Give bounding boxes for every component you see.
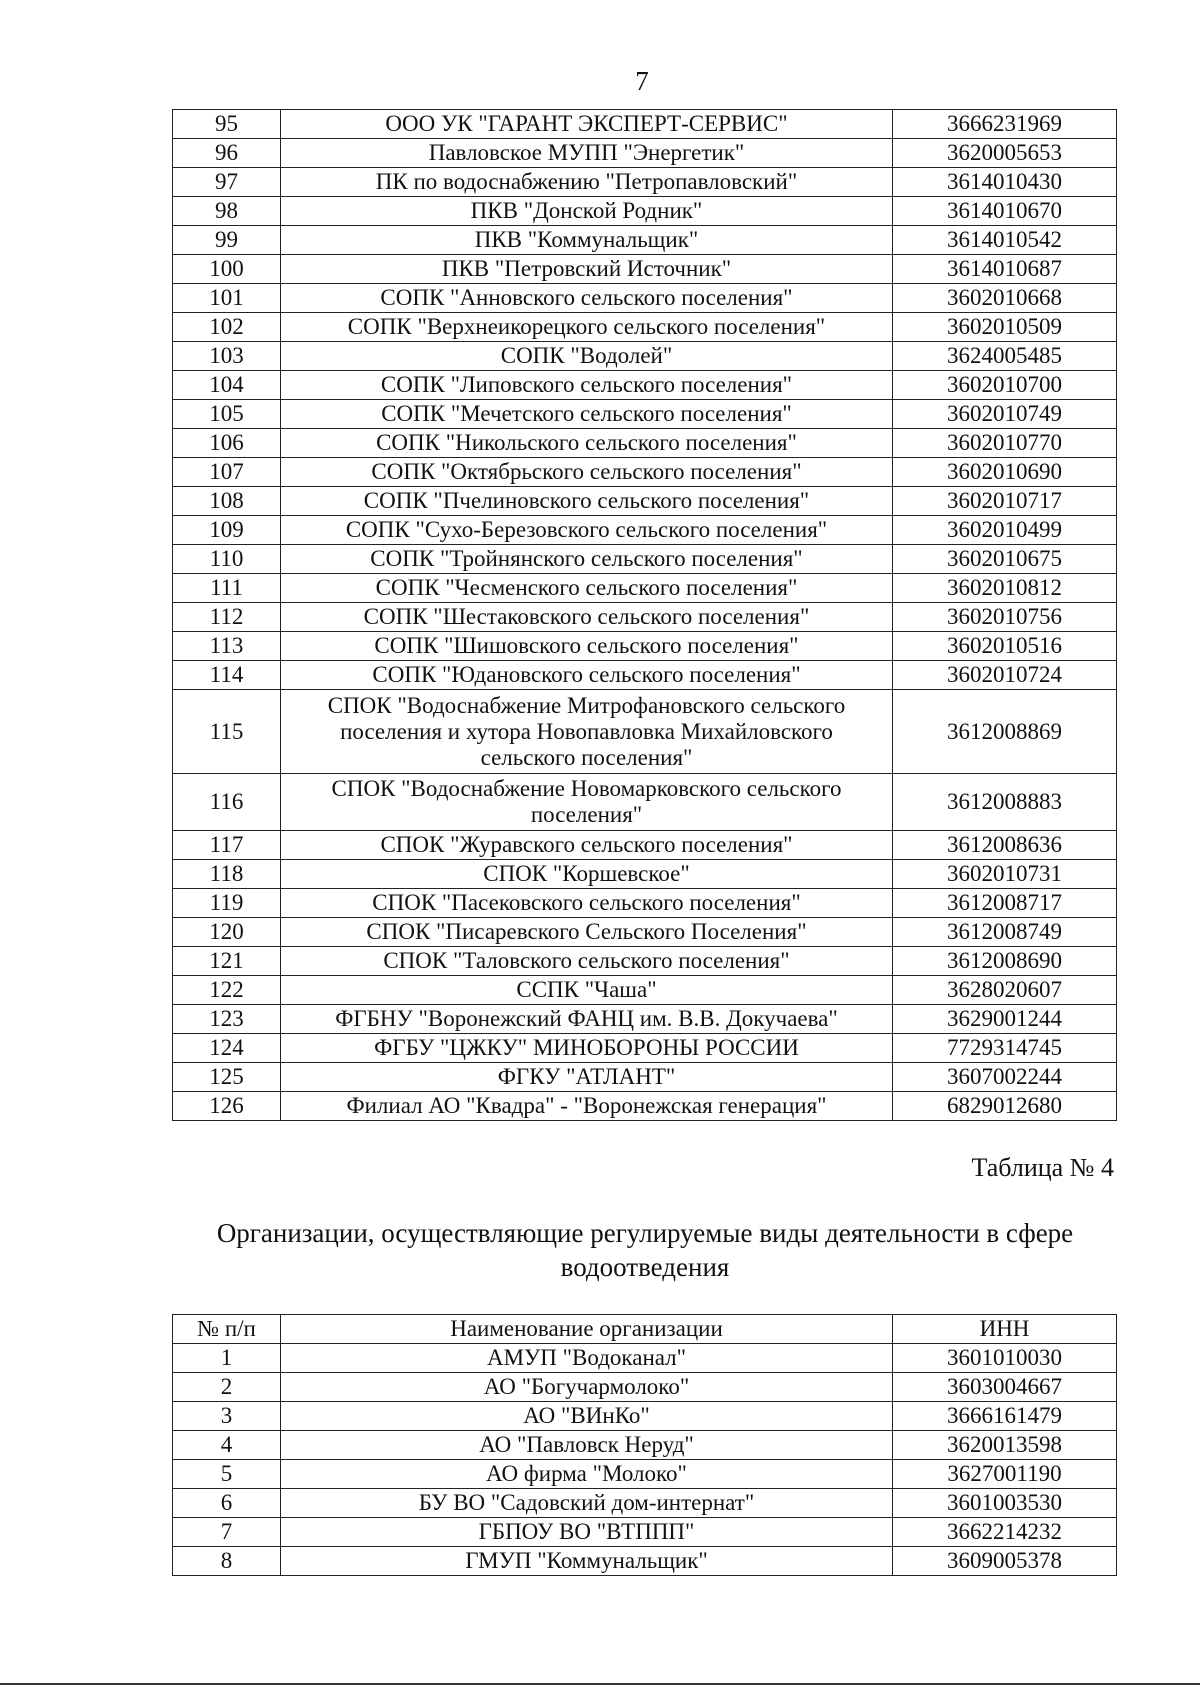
organization-name: СОПК "Юдановского сельского поселения" xyxy=(281,661,893,690)
row-number: 108 xyxy=(173,487,281,516)
header-number: № п/п xyxy=(173,1315,281,1344)
organization-name: ПКВ "Петровский Источник" xyxy=(281,255,893,284)
table-row xyxy=(173,690,1117,774)
row-number: 6 xyxy=(173,1489,281,1518)
organization-inn: 3602010731 xyxy=(893,860,1117,889)
organization-inn: 3612008717 xyxy=(893,889,1117,918)
organization-name: ООО УК "ГАРАНТ ЭКСПЕРТ-СЕРВИС" xyxy=(281,110,893,139)
table-row xyxy=(173,918,1117,947)
page-number: 7 xyxy=(635,66,649,96)
organization-inn: 3602010509 xyxy=(893,313,1117,342)
organization-inn: 6829012680 xyxy=(893,1092,1117,1121)
organization-name: АО "ВИнКо" xyxy=(281,1402,893,1431)
row-number: 109 xyxy=(173,516,281,545)
organization-inn: 3614010670 xyxy=(893,197,1117,226)
row-number: 114 xyxy=(173,661,281,690)
row-number: 98 xyxy=(173,197,281,226)
table-row xyxy=(173,1005,1117,1034)
table-row xyxy=(173,661,1117,690)
organization-name: Филиал АО "Квадра" - "Воронежская генерация" xyxy=(281,1092,893,1121)
organization-inn: 3620013598 xyxy=(893,1431,1117,1460)
row-number: 121 xyxy=(173,947,281,976)
organization-name: СОПК "Верхнеикорецкого сельского поселения" xyxy=(281,313,893,342)
organization-inn: 3666231969 xyxy=(893,110,1117,139)
row-number: 7 xyxy=(173,1518,281,1547)
organization-inn: 3614010687 xyxy=(893,255,1117,284)
organization-inn: 3602010675 xyxy=(893,545,1117,574)
organization-name: СОПК "Пчелиновского сельского поселения" xyxy=(281,487,893,516)
row-number: 96 xyxy=(173,139,281,168)
organization-name: СОПК "Липовского сельского поселения" xyxy=(281,371,893,400)
row-number: 1 xyxy=(173,1344,281,1373)
table-row xyxy=(173,889,1117,918)
header-inn: ИНН xyxy=(893,1315,1117,1344)
organizations-table-body xyxy=(173,110,1117,1121)
organization-inn: 3601003530 xyxy=(893,1489,1117,1518)
table-row xyxy=(173,831,1117,860)
organization-name: СОПК "Октябрьского сельского поселения" xyxy=(281,458,893,487)
row-number: 95 xyxy=(173,110,281,139)
table-row xyxy=(173,976,1117,1005)
table-row xyxy=(173,255,1117,284)
organization-name-line: СПОК "Водоснабжение Новомарковского сельского xyxy=(331,776,842,801)
organization-inn: 3624005485 xyxy=(893,342,1117,371)
table-row xyxy=(173,774,1117,831)
table-4-heading-line-2: водоотведения xyxy=(560,1252,730,1282)
table-row xyxy=(173,139,1117,168)
table-row xyxy=(173,1063,1117,1092)
organization-inn: 3612008883 xyxy=(893,774,1117,831)
organization-inn: 3602010668 xyxy=(893,284,1117,313)
organization-name-line: СПОК "Водоснабжение Митрофановского сельского xyxy=(327,692,846,718)
organization-name: ПК по водоснабжению "Петропавловский" xyxy=(281,168,893,197)
organization-name: СПОК "Коршевское" xyxy=(281,860,893,889)
organization-inn: 3609005378 xyxy=(893,1547,1117,1576)
organization-name: АО фирма "Молоко" xyxy=(281,1460,893,1489)
organization-inn: 3628020607 xyxy=(893,976,1117,1005)
organization-inn: 3602010717 xyxy=(893,487,1117,516)
table-4-heading xyxy=(180,1216,1110,1284)
organization-name: ПКВ "Донской Родник" xyxy=(281,197,893,226)
row-number: 125 xyxy=(173,1063,281,1092)
row-number: 97 xyxy=(173,168,281,197)
organization-name: ГБПОУ ВО "ВТППП" xyxy=(281,1518,893,1547)
row-number: 100 xyxy=(173,255,281,284)
row-number: 102 xyxy=(173,313,281,342)
organization-name: СПОК "Писаревского Сельского Поселения" xyxy=(281,918,893,947)
organization-name-line: поселения и хутора Новопавловка Михайловского xyxy=(340,718,833,744)
organization-name-line: поселения" xyxy=(530,802,643,827)
organization-inn: 3602010812 xyxy=(893,574,1117,603)
table-row xyxy=(173,860,1117,889)
organization-name: Павловское МУПП "Энергетик" xyxy=(281,139,893,168)
row-number: 3 xyxy=(173,1402,281,1431)
table-row xyxy=(173,226,1117,255)
organization-name: ГМУП "Коммунальщик" xyxy=(281,1547,893,1576)
table-row xyxy=(173,1518,1117,1547)
organization-name: БУ ВО "Садовский дом-интернат" xyxy=(281,1489,893,1518)
table-4-label: Таблица № 4 xyxy=(971,1153,1114,1182)
organization-name: СПОК "Журавского сельского поселения" xyxy=(281,831,893,860)
row-number: 115 xyxy=(173,690,281,774)
table-row xyxy=(173,545,1117,574)
table-row xyxy=(173,632,1117,661)
table-row xyxy=(173,947,1117,976)
organization-name: ССПК "Чаша" xyxy=(281,976,893,1005)
row-number: 111 xyxy=(173,574,281,603)
row-number: 118 xyxy=(173,860,281,889)
table-row xyxy=(173,516,1117,545)
row-number: 8 xyxy=(173,1547,281,1576)
organization-name-line: сельского поселения" xyxy=(480,744,693,770)
row-number: 110 xyxy=(173,545,281,574)
organization-name: ФГБНУ "Воронежский ФАНЦ им. В.В. Докучаева" xyxy=(281,1005,893,1034)
table-row xyxy=(173,429,1117,458)
organization-inn: 3666161479 xyxy=(893,1402,1117,1431)
table-row xyxy=(173,371,1117,400)
row-number: 119 xyxy=(173,889,281,918)
table-row xyxy=(173,1489,1117,1518)
organization-name: СОПК "Шестаковского сельского поселения" xyxy=(281,603,893,632)
organization-name: СПОК "Таловского сельского поселения" xyxy=(281,947,893,976)
row-number: 112 xyxy=(173,603,281,632)
table-row xyxy=(173,197,1117,226)
organization-inn: 3627001190 xyxy=(893,1460,1117,1489)
organization-inn: 3602010770 xyxy=(893,429,1117,458)
organization-inn: 3601010030 xyxy=(893,1344,1117,1373)
table-row xyxy=(173,342,1117,371)
organization-name: АМУП "Водоканал" xyxy=(281,1344,893,1373)
row-number: 5 xyxy=(173,1460,281,1489)
table-header-row xyxy=(173,1315,1117,1344)
organization-name: СОПК "Водолей" xyxy=(281,342,893,371)
row-number: 106 xyxy=(173,429,281,458)
organization-inn: 3662214232 xyxy=(893,1518,1117,1547)
organization-name: СПОК "Пасековского сельского поселения" xyxy=(281,889,893,918)
table-row xyxy=(173,1547,1117,1576)
row-number: 123 xyxy=(173,1005,281,1034)
row-number: 105 xyxy=(173,400,281,429)
table-row xyxy=(173,1402,1117,1431)
organization-inn: 3602010499 xyxy=(893,516,1117,545)
organization-name: АО "Богучармолоко" xyxy=(281,1373,893,1402)
row-number: 107 xyxy=(173,458,281,487)
organization-inn: 3607002244 xyxy=(893,1063,1117,1092)
organization-name: СОПК "Чесменского сельского поселения" xyxy=(281,574,893,603)
wastewater-organizations-table xyxy=(172,1314,1117,1576)
row-number: 120 xyxy=(173,918,281,947)
organization-name xyxy=(281,690,893,774)
organization-name: ФГКУ "АТЛАНТ" xyxy=(281,1063,893,1092)
organization-inn: 3614010430 xyxy=(893,168,1117,197)
page-bottom-rule xyxy=(0,1683,1200,1685)
row-number: 113 xyxy=(173,632,281,661)
organization-inn: 3612008636 xyxy=(893,831,1117,860)
row-number: 99 xyxy=(173,226,281,255)
organization-name: СОПК "Мечетского сельского поселения" xyxy=(281,400,893,429)
row-number: 4 xyxy=(173,1431,281,1460)
organization-name: СОПК "Тройнянского сельского поселения" xyxy=(281,545,893,574)
table-row xyxy=(173,400,1117,429)
row-number: 101 xyxy=(173,284,281,313)
organization-inn: 3602010690 xyxy=(893,458,1117,487)
organization-inn: 3612008869 xyxy=(893,690,1117,774)
row-number: 116 xyxy=(173,774,281,831)
row-number: 2 xyxy=(173,1373,281,1402)
table-row xyxy=(173,603,1117,632)
organization-inn: 3602010756 xyxy=(893,603,1117,632)
row-number: 126 xyxy=(173,1092,281,1121)
organization-inn: 7729314745 xyxy=(893,1034,1117,1063)
table-row xyxy=(173,1344,1117,1373)
table-row xyxy=(173,110,1117,139)
wastewater-table-body xyxy=(173,1344,1117,1576)
organization-inn: 3602010700 xyxy=(893,371,1117,400)
header-organization-name: Наименование организации xyxy=(281,1315,893,1344)
organization-inn: 3602010749 xyxy=(893,400,1117,429)
row-number: 104 xyxy=(173,371,281,400)
organization-inn: 3602010724 xyxy=(893,661,1117,690)
organization-inn: 3612008749 xyxy=(893,918,1117,947)
organization-name: СОПК "Никольского сельского поселения" xyxy=(281,429,893,458)
table-row xyxy=(173,1034,1117,1063)
table-4-heading-line-1: Организации, осуществляющие регулируемые виды деятельности в сфере xyxy=(216,1218,1074,1248)
table-row xyxy=(173,1431,1117,1460)
row-number: 103 xyxy=(173,342,281,371)
organization-name: СОПК "Сухо-Березовского сельского поселения" xyxy=(281,516,893,545)
table-row xyxy=(173,1092,1117,1121)
organization-inn: 3603004667 xyxy=(893,1373,1117,1402)
organization-inn: 3629001244 xyxy=(893,1005,1117,1034)
table-row xyxy=(173,458,1117,487)
organization-name xyxy=(281,774,893,831)
table-row xyxy=(173,313,1117,342)
organization-inn: 3614010542 xyxy=(893,226,1117,255)
table-row xyxy=(173,1373,1117,1402)
organization-inn: 3602010516 xyxy=(893,632,1117,661)
table-row xyxy=(173,168,1117,197)
table-row xyxy=(173,1460,1117,1489)
organization-name: АО "Павловск Неруд" xyxy=(281,1431,893,1460)
table-row xyxy=(173,574,1117,603)
organization-name: ФГБУ "ЦЖКУ" МИНОБОРОНЫ РОССИИ xyxy=(281,1034,893,1063)
row-number: 122 xyxy=(173,976,281,1005)
organization-name: ПКВ "Коммунальщик" xyxy=(281,226,893,255)
row-number: 124 xyxy=(173,1034,281,1063)
table-row xyxy=(173,284,1117,313)
row-number: 117 xyxy=(173,831,281,860)
organization-name: СОПК "Шишовского сельского поселения" xyxy=(281,632,893,661)
organization-inn: 3612008690 xyxy=(893,947,1117,976)
table-row xyxy=(173,487,1117,516)
organization-inn: 3620005653 xyxy=(893,139,1117,168)
organizations-table-continued xyxy=(172,109,1117,1121)
organization-name: СОПК "Анновского сельского поселения" xyxy=(281,284,893,313)
